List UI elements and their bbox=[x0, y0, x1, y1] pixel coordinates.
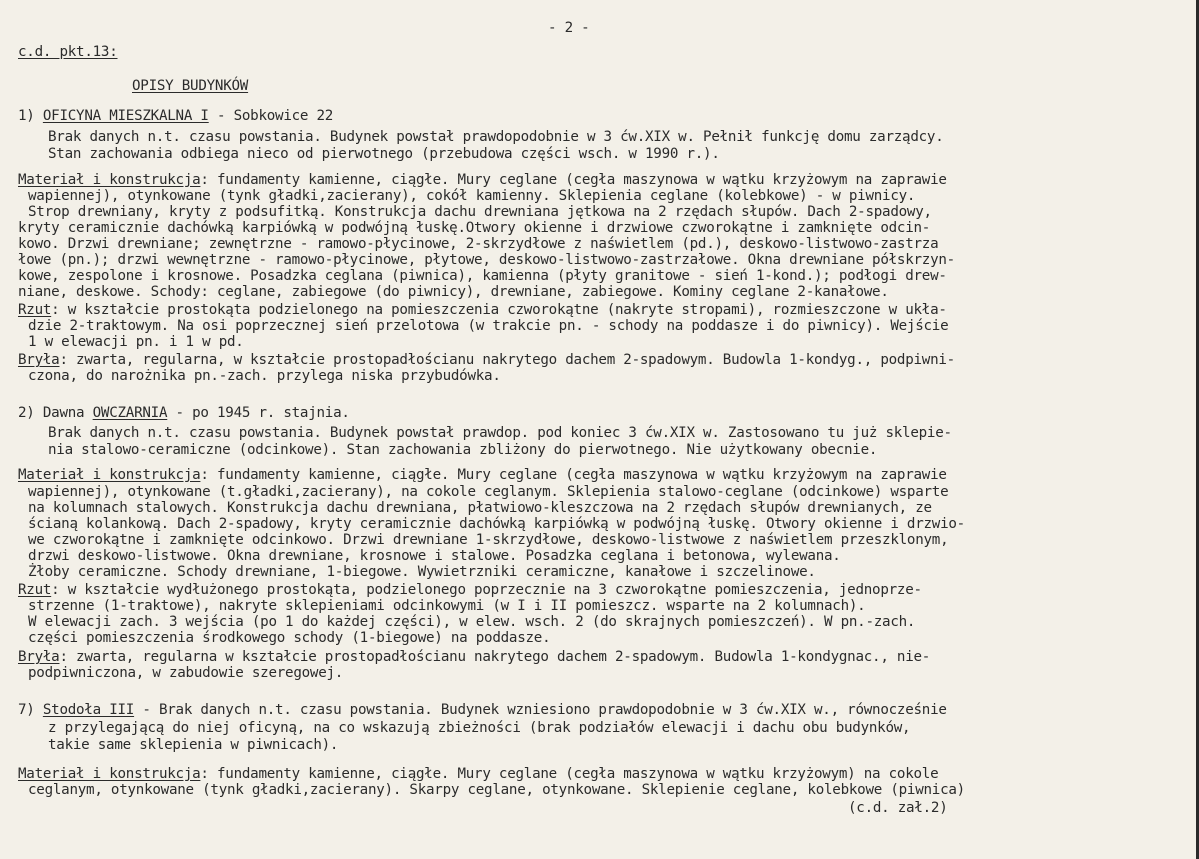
sec1-building-name: OFICYNA MIESZKALNA I bbox=[42, 108, 209, 124]
sec2-material-line bbox=[18, 467, 947, 483]
sec2-material-line: Żłoby ceramiczne. Schody drewniane, 1-biegowe. Wywietrzniki ceramiczne, kanałowe i szczelinowe. bbox=[28, 564, 816, 580]
sec2-bryla-label: Bryła bbox=[18, 649, 60, 665]
sec2-material-line: drzwi deskowo-listwowe. Okna drewniane, krosnowe i stalowe. Posadzka ceglana i betonowa, wylewana. bbox=[28, 548, 841, 564]
sec2-title-rest: - po 1945 r. stajnia. bbox=[167, 405, 350, 421]
sec1-material-line: kryty ceramicznie dachówką karpiówką w podwójną łuskę.Otwory okienne i drzwiowe czworokątne i zamknięte odcin- bbox=[18, 220, 931, 236]
sec1-rzut-line bbox=[18, 302, 947, 318]
sec7-number: 7) bbox=[18, 702, 43, 718]
sec7-material-label: Materiał i konstrukcja bbox=[18, 766, 201, 782]
page-number: - 2 - bbox=[548, 20, 590, 36]
sec2-text-line: Brak danych n.t. czasu powstania. Budynek powstał prawdop. pod koniec 3 ćw.XIX w. Zastosowano tu już sklepie- bbox=[48, 425, 952, 441]
sec2-material-line: na kolumnach stalowych. Konstrukcja dachu drewniana, płatwiowo-kleszczowa na 2 rzędach słupów drewnianych, ze bbox=[28, 500, 932, 516]
sec7-material-text: : fundamenty kamienne, ciągłe. Mury ceglane (cegła maszynowa w wątku krzyżowym) na cokole bbox=[200, 766, 939, 782]
sec1-rzut-text: : w kształcie prostokąta podzielonego na pomieszczenia czworokątne (nakryte stropami), rozmieszczone w ukła- bbox=[51, 302, 947, 318]
sec1-material-line bbox=[18, 172, 947, 188]
sec2-bryla-line: podpiwniczona, w zabudowie szeregowej. bbox=[28, 665, 344, 681]
sec2-material-line: ścianą kolankową. Dach 2-spadowy, kryty ceramicznie dachówką karpiówką w podwójną łuskę. Otwory okienne i drzwio- bbox=[28, 516, 965, 532]
sec2-rzut-line bbox=[18, 582, 922, 598]
sec1-material-text: : fundamenty kamienne, ciągłe. Mury ceglane (cegła maszynowa w wątku krzyżowym na zaprawie bbox=[200, 172, 947, 188]
sec2-bryla-line bbox=[18, 649, 930, 665]
sec2-rzut-line: strzenne (1-traktowe), nakryte sklepieniami odcinkowymi (w I i II pomieszcz. wsparte na 2 kolumnach). bbox=[28, 598, 866, 614]
sec1-text-line: Brak danych n.t. czasu powstania. Budynek powstał prawdopodobnie w 3 ćw.XIX w. Pełnił funkcję domu zarządcy. bbox=[48, 129, 944, 145]
sec7-building-name: Stodoła III bbox=[42, 702, 135, 718]
sec7-title-line bbox=[18, 702, 947, 718]
section-heading: OPISY BUDYNKÓW bbox=[132, 78, 249, 94]
sec1-material-label: Materiał i konstrukcja bbox=[18, 172, 201, 188]
sec1-material-line: niane, deskowe. Schody: ceglane, zabiegowe (do piwnicy), drewniane, zabiegowe. Kominy ceglane 2-kanałowe. bbox=[18, 284, 889, 300]
sec2-material-line: we czworokątne i zamknięte odcinkowo. Drzwi drewniane 1-skrzydłowe, deskowo-listwowe z naświetlem przeszklonym, bbox=[28, 532, 949, 548]
sec2-rzut-label: Rzut bbox=[18, 582, 52, 598]
sec2-material-line: wapiennej), otynkowane (t.gładki,zacierany), na cokole ceglanym. Sklepienia stalowo-ceglane (odcinkowe) wsparte bbox=[28, 484, 949, 500]
sec1-title-rest: - Sobkowice 22 bbox=[208, 108, 334, 124]
sec1-text-line: Stan zachowania odbiega nieco od pierwotnego (przebudowa części wsch. w 1990 r.). bbox=[48, 146, 720, 162]
sec1-material-line: kowe, zespolone i krosnowe. Posadzka ceglana (piwnica), kamienna (płyty granitowe - sień 1-kond.); podłogi drew- bbox=[18, 268, 947, 284]
sec1-material-line: kowo. Drzwi drewniane; zewnętrzne - ramowo-płycinowe, 2-skrzydłowe z naświetlem (pd.), deskowo-listwowo-zastrza bbox=[18, 236, 939, 252]
sec1-bryla-text: : zwarta, regularna, w kształcie prostopadłościanu nakrytego dachem 2-spadowym. Budowla 1-kondyg., podpiwni- bbox=[59, 352, 955, 368]
sec2-material-label: Materiał i konstrukcja bbox=[18, 467, 201, 483]
sec1-bryla-line: czona, do narożnika pn.-zach. przylega niska przybudówka. bbox=[28, 368, 501, 384]
sec1-rzut-label: Rzut bbox=[18, 302, 52, 318]
sec1-title-line bbox=[18, 108, 333, 124]
sec7-title-rest: - Brak danych n.t. czasu powstania. Budynek wzniesiono prawdopodobnie w 3 ćw.XIX w., równocześnie bbox=[134, 702, 947, 718]
sec7-text-line: z przylegającą do niej oficyną, na co wskazują zbieżności (brak podziałów elewacji i dachu obu budynków, bbox=[48, 720, 911, 736]
sec2-number: 2) Dawna bbox=[18, 405, 93, 421]
continuation-label: c.d. pkt.13: bbox=[18, 44, 118, 60]
continuation-footer: (c.d. zał.2) bbox=[848, 800, 948, 816]
sec2-rzut-text: : w kształcie wydłużonego prostokąta, podzielonego poprzecznie na 3 czworokątne pomieszczenia, jednoprze- bbox=[51, 582, 922, 598]
sec2-rzut-line: W elewacji zach. 3 wejścia (po 1 do każdej części), w elew. wsch. 2 (do skrajnych pomieszczeń). W pn.-zach. bbox=[28, 614, 916, 630]
sec2-title-line bbox=[18, 405, 350, 421]
sec1-rzut-line: dzie 2-traktowym. Na osi poprzecznej sień przelotowa (w trakcie pn. - schody na poddasze i do piwnicy). Wejście bbox=[28, 318, 949, 334]
sec7-material-line: ceglanym, otynkowane (tynk gładki,zacierany). Skarpy ceglane, otynkowane. Sklepienie ceglane, kolebkowe (piwnica) bbox=[28, 782, 965, 798]
sec7-text-line: takie same sklepienia w piwnicach). bbox=[48, 737, 339, 753]
sec7-material-line bbox=[18, 766, 938, 782]
sec1-material-line: wapiennej), otynkowane (tynk gładki,zacierany), cokół kamienny. Sklepienia ceglane (kolebkowe) - w piwnicy. bbox=[28, 188, 916, 204]
sec2-material-text: : fundamenty kamienne, ciągłe. Mury ceglane (cegła maszynowa w wątku krzyżowym na zaprawie bbox=[200, 467, 947, 483]
sec1-material-line: łowe (pn.); drzwi wewnętrzne - ramowo-płycinowe, płytowe, deskowo-listwowo-zastrzałowe. Okna drewniane półskrzyn- bbox=[18, 252, 955, 268]
sec1-rzut-line: 1 w elewacji pn. i 1 w pd. bbox=[28, 334, 244, 350]
sec1-material-line: Strop drewniany, kryty z podsufitką. Konstrukcja dachu drewniana jętkowa na 2 rzędach słupów. Dach 2-spadowy, bbox=[28, 204, 932, 220]
sec1-bryla-label: Bryła bbox=[18, 352, 60, 368]
sec2-text-line: nia stalowo-ceramiczne (odcinkowe). Stan zachowania zbliżony do pierwotnego. Nie użytkowany obecnie. bbox=[48, 442, 878, 458]
sec2-building-name: OWCZARNIA bbox=[92, 405, 168, 421]
sec1-number: 1) bbox=[18, 108, 43, 124]
sec2-bryla-text: : zwarta, regularna w kształcie prostopadłościanu nakrytego dachem 2-spadowym. Budowla 1-kondygnac., nie- bbox=[59, 649, 931, 665]
sec2-rzut-line: części pomieszczenia środkowego schody (1-biegowe) na poddasze. bbox=[28, 630, 551, 646]
sec1-bryla-line bbox=[18, 352, 955, 368]
